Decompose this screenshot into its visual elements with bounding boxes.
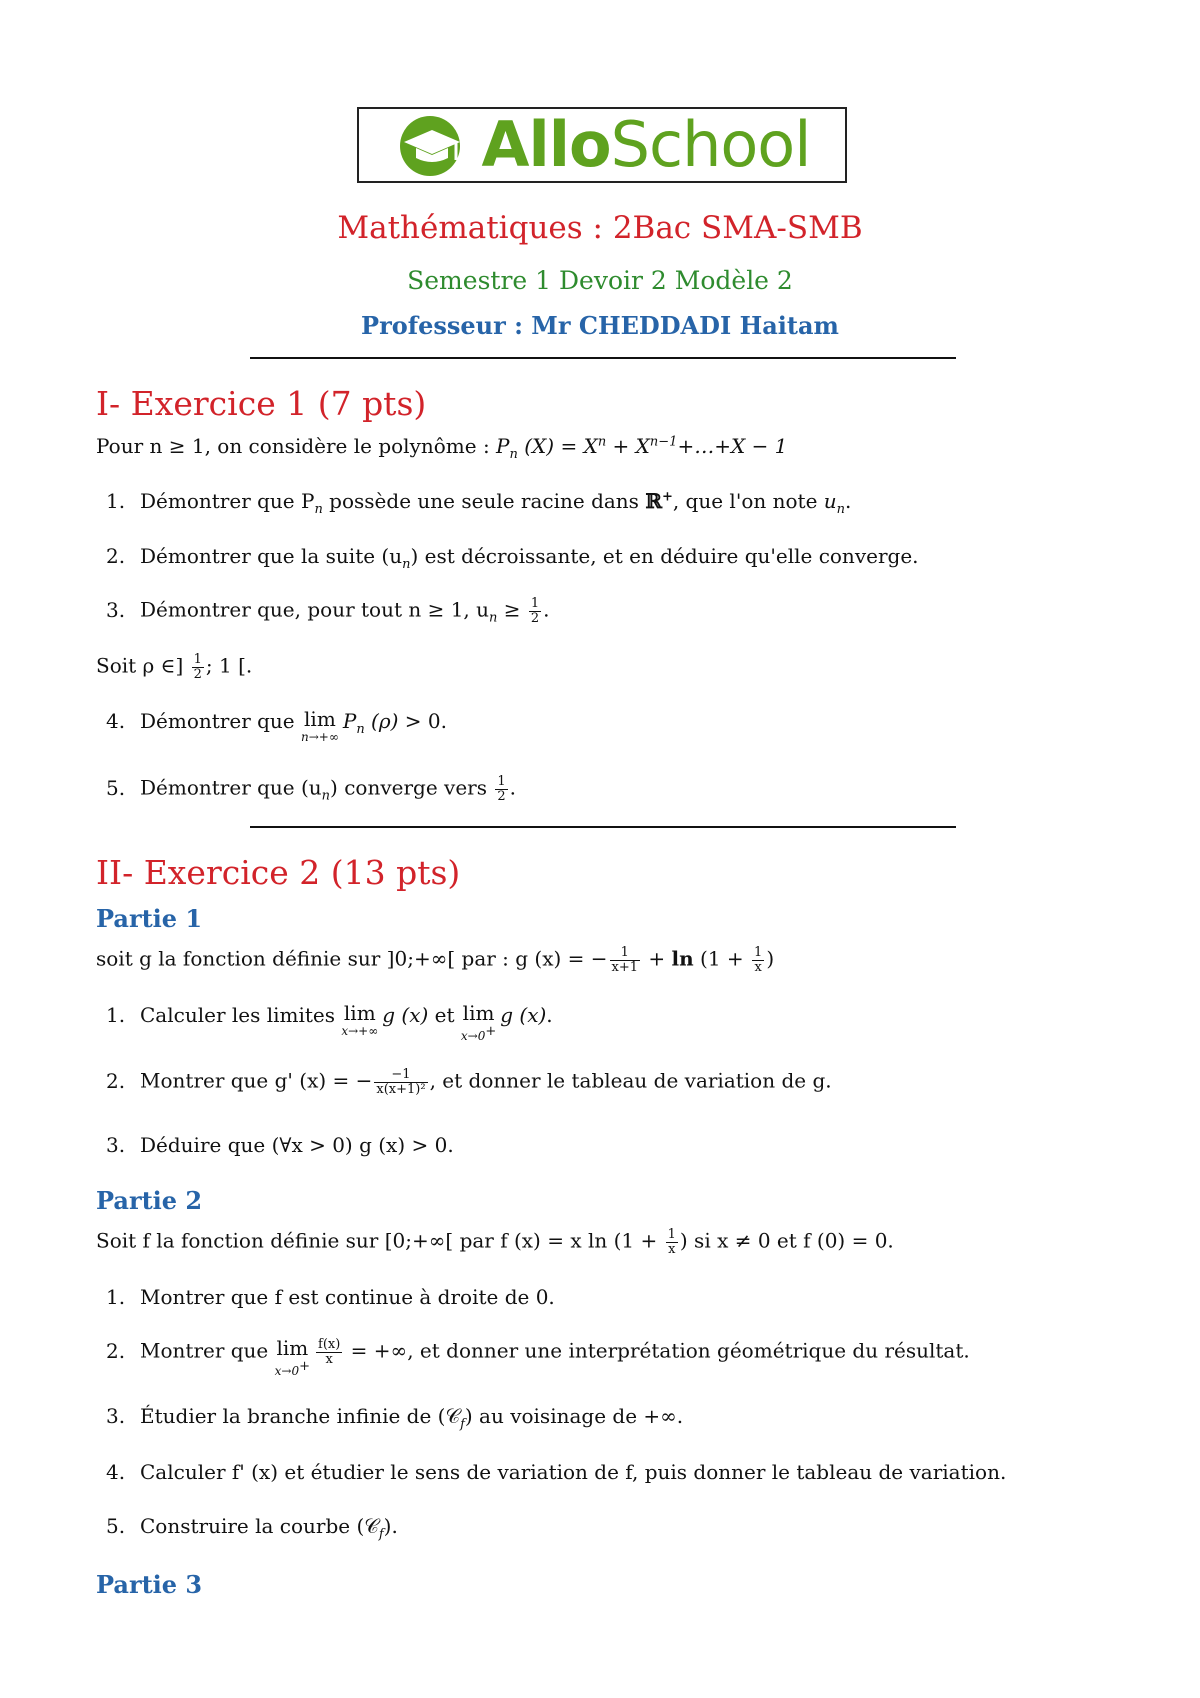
- ex2-p2-question-5: 5. Construire la courbe (𝒞$_f$).: [106, 1514, 398, 1542]
- ex2-p2-question-1: 1. Montrer que f est continue à droite de 0.: [106, 1285, 555, 1309]
- partie-1-heading: Partie 1: [96, 904, 203, 933]
- ex1-question-1: 1. Démontrer que $P_n$ possède une seule racine dans ℝ+, que l'on note $u_n$.: [106, 489, 852, 517]
- ex2-p2-question-3: 3. Étudier la branche infinie de (𝒞$_f$) au voisinage de +∞.: [106, 1404, 684, 1432]
- ex2-p1-question-3: 3. Déduire que (∀x > 0) g (x) > 0.: [106, 1133, 454, 1157]
- exercise-1-intro: Pour n ≥ 1, on considère le polynôme : $P_n$ $(X) = X^n$ + $X^{n-1}+\dots+X - 1$: [96, 434, 788, 462]
- ex1-soit-rho: Soit ρ ∈] $\frac{1}{2}$ ; 1 [.: [96, 652, 253, 682]
- graduation-cap-icon: [394, 112, 472, 178]
- ex2-p1-question-1: 1. Calculer les limites lim x→+∞ g (x) et lim x→0+ g (x).: [106, 1001, 553, 1043]
- ex2-p2-question-2: 2. Montrer que lim x→0+ $\frac{f(x)}{x}$ = +∞, et donner une interprétation géométrique du résultat.: [106, 1336, 970, 1378]
- document-title: Mathématiques : 2Bac SMA-SMB: [337, 210, 863, 246]
- ex2-p1-question-2: 2. Montrer que g' (x) = − $\frac{-1}{\text{x(x+1)²}}$ , et donner le tableau de variation de g.: [106, 1067, 832, 1097]
- ex1-question-5: 5. Démontrer que $(u_n)$ converge vers $\frac{1}{2}$ .: [106, 774, 516, 804]
- document-subtitle: Semestre 1 Devoir 2 Modèle 2: [407, 266, 793, 295]
- partie-3-heading: Partie 3: [96, 1570, 203, 1599]
- professor-name: Professeur : Mr CHEDDADI Haitam: [361, 311, 839, 340]
- ex1-question-3: 3. Démontrer que, pour tout n ≥ 1, $u_n$ ≥ $\frac{1}{2}$ .: [106, 596, 550, 626]
- ex2-p2-intro: Soit f la fonction définie sur [0;+∞[ par f (x) = x ln (1 + $\frac{1}{x}$ ) si x ≠ 0 et f (0) = 0.: [96, 1227, 894, 1257]
- divider: [250, 826, 956, 828]
- partie-2-heading: Partie 2: [96, 1186, 203, 1215]
- logo-wordmark: AlloSchool: [481, 108, 811, 181]
- divider: [250, 357, 956, 359]
- ex2-p2-question-4: 4. Calculer f' (x) et étudier le sens de variation de f, puis donner le tableau de variation.: [106, 1460, 1007, 1484]
- ex1-question-2: 2. Démontrer que la suite $(u_n)$ est décroissante, et en déduire qu'elle converge.: [106, 544, 919, 572]
- exercise-1-heading: I- Exercice 1 (7 pts): [96, 384, 427, 423]
- alloschool-logo: [357, 107, 847, 183]
- ex1-question-4: 4. Démontrer que lim n→+∞ $P_n$ (ρ) > 0.: [106, 707, 447, 744]
- exercise-2-heading: II- Exercice 2 (13 pts): [96, 853, 461, 892]
- ex2-p1-intro: soit g la fonction définie sur ]0;+∞[ par : g (x) = − $\frac{1}{x+1}$ + ln (1 + $\frac{1}{x}$ ): [96, 945, 775, 975]
